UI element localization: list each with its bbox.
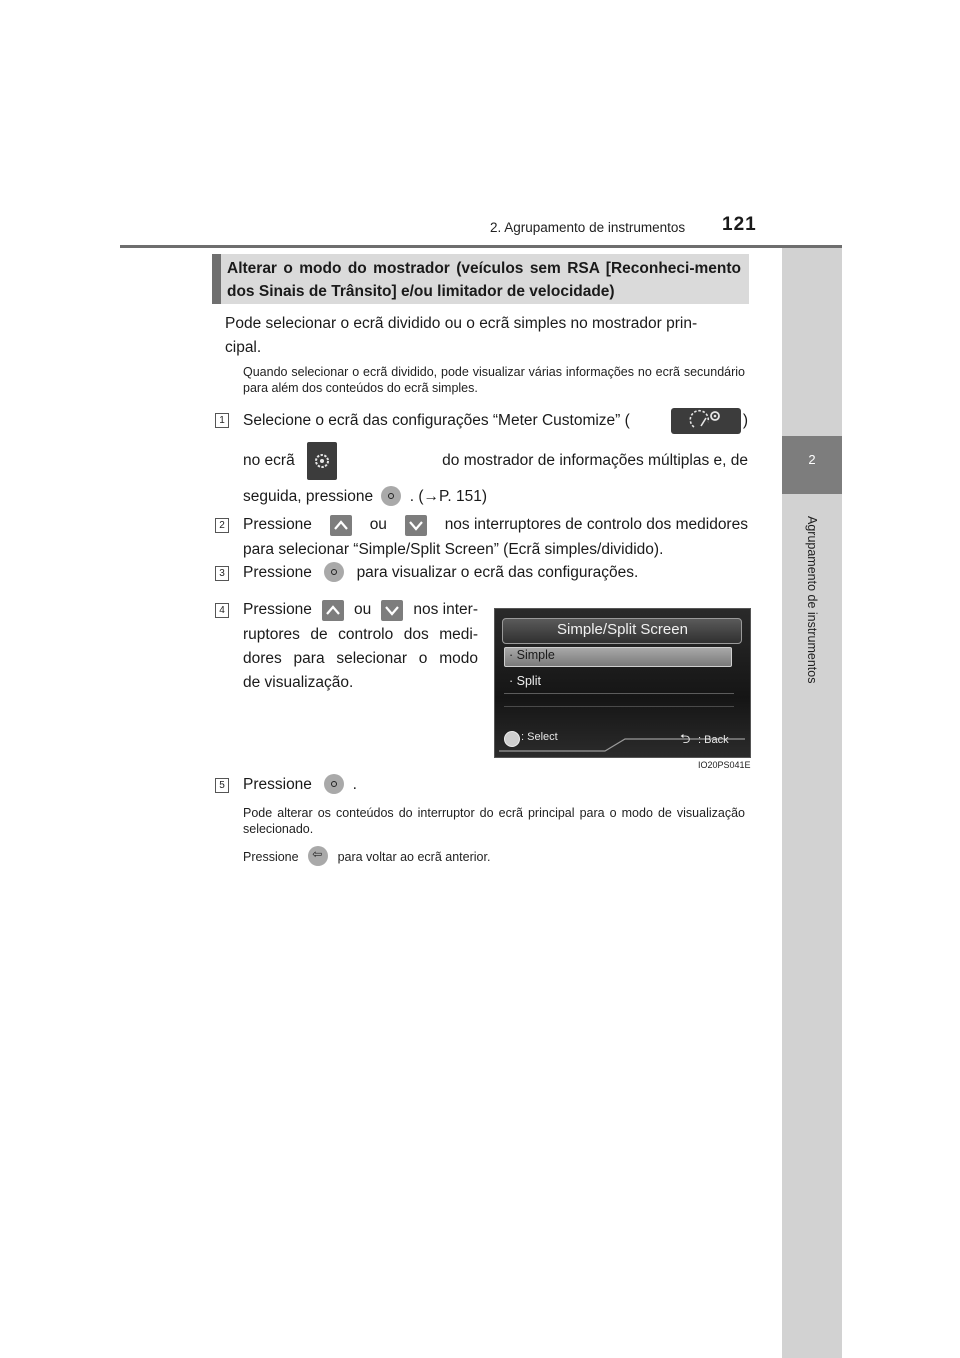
- step-4-text-c: nos inter-: [413, 601, 478, 618]
- side-tab-text: Agrupamento de instrumentos: [805, 516, 819, 684]
- step-5-text-b: .: [352, 776, 357, 793]
- back-button-icon: [308, 846, 328, 866]
- screen-back-label: : Back: [698, 734, 729, 746]
- step-number-3: 3: [215, 566, 229, 581]
- intro-line-1: Pode selecionar o ecrã dividido ou o ecrã simples no mostrador prin-: [225, 315, 698, 332]
- settings-gear-icon: [307, 442, 337, 480]
- simple-split-screen-image: [494, 608, 751, 758]
- step-1-text-a: Selecione o ecrã das configurações “Meter Customize” (: [243, 412, 630, 429]
- step-number-5: 5: [215, 778, 229, 793]
- step-number-2: 2: [215, 518, 229, 533]
- screen-divider: [504, 706, 734, 707]
- screen-select-label: : Select: [521, 731, 558, 743]
- step-1-text-b: ): [742, 412, 748, 429]
- step-5-note-1: Pode alterar os conteúdos do interruptor do ecrã principal para o modo de visualização selecionado.: [243, 806, 745, 836]
- step-4-text-a: Pressione: [243, 601, 312, 618]
- running-header-section: 2. Agrupamento de instrumentos: [490, 220, 686, 235]
- intro-line-2: cipal.: [225, 339, 262, 356]
- step-4-line-2: ruptores de controlo dos medi-: [243, 626, 478, 643]
- step-1-line-3: [243, 486, 487, 508]
- step-2-text-c: nos interruptores de controlo dos medidores: [444, 516, 748, 533]
- step-4-line-1: [243, 599, 478, 621]
- step-2-text-b: ou: [369, 516, 387, 533]
- step-1-line-2-left: [243, 442, 349, 480]
- step-4-text-b: ou: [354, 601, 372, 618]
- ok-button-icon: [324, 774, 344, 794]
- page-number: 121: [722, 214, 757, 235]
- side-tab-number: 2: [808, 452, 816, 467]
- screen-option-split: · Split: [509, 674, 541, 688]
- section-heading: Alterar o modo do mostrador (veículos sem RSA [Reconheci-mento dos Sinais de Trânsito] e/ou limitador de velocidade): [212, 254, 749, 304]
- step-1-text-d: do mostrador de informações múltiplas e, de: [442, 452, 748, 469]
- step-number-1: 1: [215, 413, 229, 428]
- step-2-text-a: Pressione: [243, 516, 312, 533]
- screen-option-simple: · Simple: [509, 648, 555, 662]
- step-1-icon-group: [669, 408, 748, 434]
- screen-title: Simple/Split Screen: [557, 621, 688, 638]
- step-5-note-2a: Pressione: [243, 850, 299, 864]
- step-2-line-1: [243, 514, 748, 536]
- step-number-4: 4: [215, 603, 229, 618]
- step-5-note-2b: para voltar ao ecrã anterior.: [337, 850, 491, 864]
- step-5-note-2: [243, 846, 490, 866]
- meter-customize-icon: [671, 408, 741, 434]
- side-tab-bar: [782, 248, 842, 1358]
- step-1-line-2: [243, 442, 748, 480]
- header-rule: [120, 245, 842, 248]
- step-2-line-2: para selecionar “Simple/Split Screen” (Ecrã simples/dividido).: [243, 541, 664, 558]
- down-arrow-icon: [405, 515, 427, 536]
- step-1-text-f: . (→P. 151): [409, 488, 488, 505]
- down-arrow-icon: [381, 600, 403, 621]
- step-4-line-4: de visualização.: [243, 674, 354, 691]
- step-3-text-a: Pressione: [243, 564, 312, 581]
- up-arrow-icon: [330, 515, 352, 536]
- ok-button-icon: [381, 486, 401, 506]
- up-arrow-icon: [322, 600, 344, 621]
- screen-divider: [504, 693, 734, 694]
- step-1-text-c: no ecrã: [243, 452, 295, 469]
- illustration-code: IO20PS041E: [698, 760, 751, 770]
- screen-back-icon: ⮌: [680, 731, 691, 746]
- step-1-text-e: seguida, pressione: [243, 488, 374, 505]
- step-4-line-3: dores para selecionar o modo: [243, 650, 478, 667]
- intro-note: Quando selecionar o ecrã dividido, pode visualizar várias informações no ecrã secundário para além dos conteúdos do ecrã simples.: [243, 365, 745, 395]
- step-3-line-1: [243, 562, 638, 584]
- ok-button-icon: [324, 562, 344, 582]
- step-3-text-b: para visualizar o ecrã das configurações.: [356, 564, 639, 581]
- screen-ok-icon: [504, 731, 520, 747]
- step-1-line-1: [243, 408, 748, 434]
- step-5-text-a: Pressione: [243, 776, 312, 793]
- step-5-line-1: [243, 774, 357, 796]
